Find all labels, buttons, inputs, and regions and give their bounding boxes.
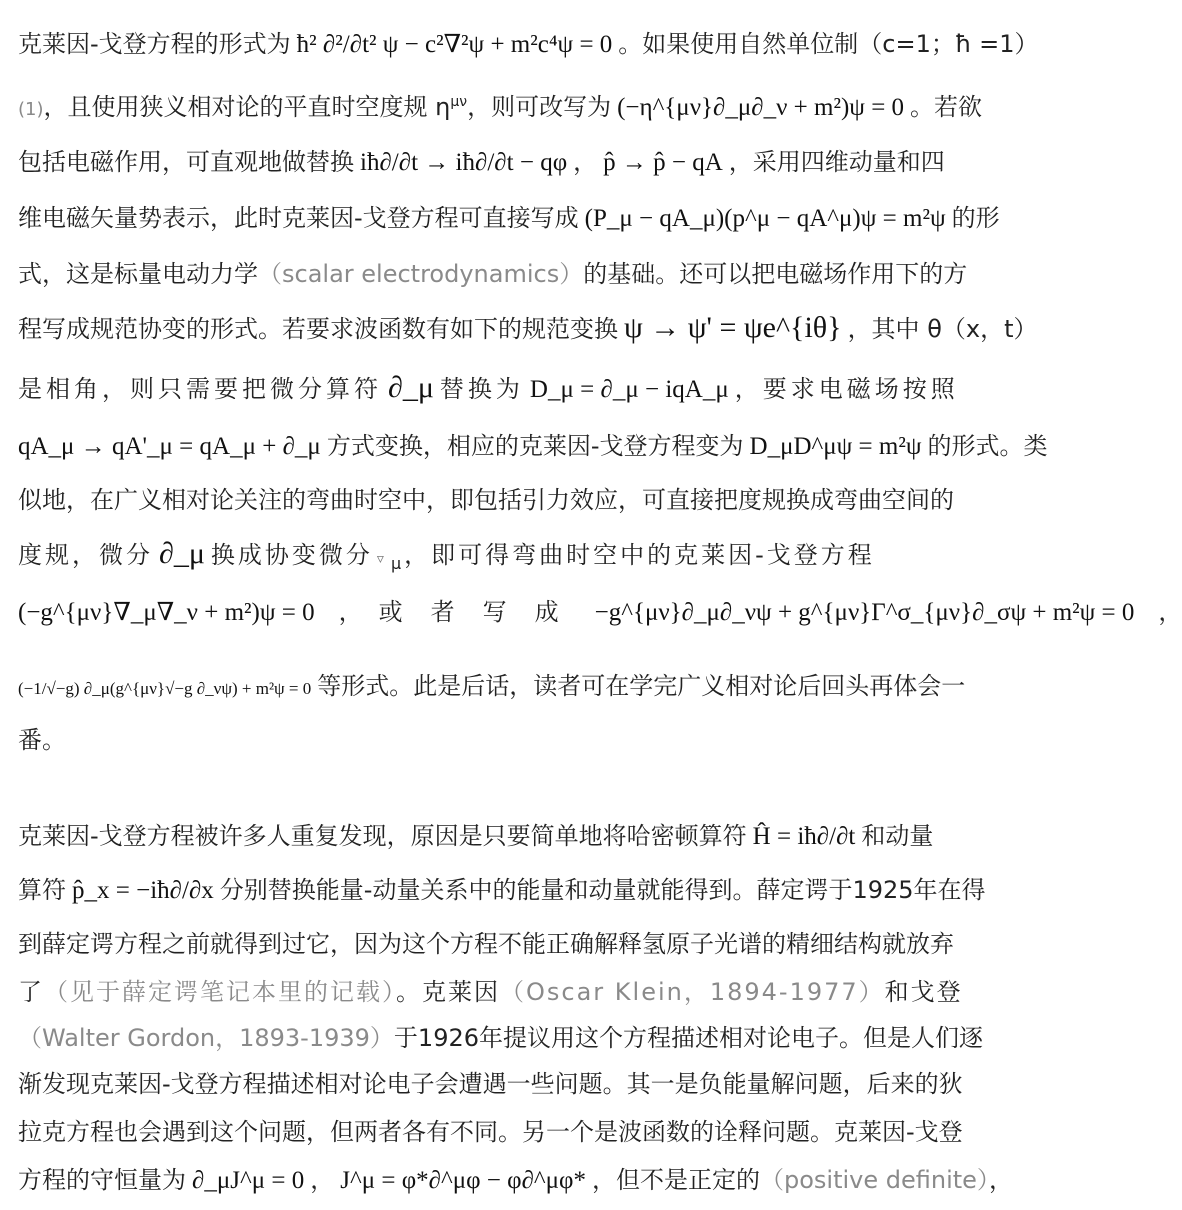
nabla-icon: ▿ [376, 551, 387, 567]
equation-gauge-transform: ψ → ψ' = ψe^{iθ} [624, 311, 842, 344]
symbol-partial: ∂_μ [388, 371, 434, 404]
symbol-partial-2: ∂_μ [159, 537, 205, 570]
equation-curved-kg: (−g^{μν}∇_μ∇_ν + m²)ψ = 0 [18, 599, 315, 626]
p2-line-1: 克莱因-戈登方程被许多人重复发现，原因是只要简单地将哈密顿算符 Ĥ = iħ∂/∂t 和动量 [18, 822, 934, 850]
equation-current: J^μ = φ*∂^μφ − φ∂^μφ* [340, 1167, 586, 1194]
p1-line-10: 度规，微分 ∂_μ 换成协变微分 ▿ $_\mu$，即可得弯曲时空中的克莱因-戈登方程 [18, 537, 875, 573]
equation-energy-sub: iħ∂/∂t → iħ∂/∂t − qφ [360, 149, 568, 176]
p1-line-1: 克莱因-戈登方程的形式为 ħ² ∂²/∂t² ψ − c²∇²ψ + m²c⁴ψ = 0 。如果使用自然单位制（c=1；ħ =1） [18, 30, 1039, 58]
equation-kg-form: ħ² ∂²/∂t² ψ − c²∇²ψ + m²c⁴ψ = 0 [296, 31, 613, 58]
p1-line-8: qA_μ → qA'_μ = qA_μ + ∂_μ 方式变换，相应的克莱因-戈登方程变为 D_μD^μψ = m²ψ 的形式。类 [18, 432, 1048, 460]
equation-laplace-beltrami: (−1/√−g) ∂_μ(g^{μν}√−g ∂_νψ) + m²ψ = 0 [18, 679, 312, 698]
p2-line-7: 拉克方程也会遇到这个问题，但两者各有不同。另一个是波函数的诠释问题。克莱因-戈登 [18, 1118, 963, 1146]
equation-covariant-derivative: D_μ = ∂_μ − iqA_μ [529, 376, 729, 403]
p2-line-4: 了（见于薛定谔笔记本里的记载）。克莱因（Oscar Klein，1894-1977）和戈登 [18, 978, 963, 1006]
p1-line-6: 程写成规范协变的形式。若要求波函数有如下的规范变换 ψ → ψ' = ψe^{iθ} ，其中 θ（x，t） [18, 311, 1038, 344]
reference-marker[interactable]: (1) [18, 99, 44, 120]
p2-line-8: 方程的守恒量为 ∂_μJ^μ = 0 ， J^μ = φ*∂^μφ − φ∂^μφ* ，但不是正定的（positive definite）， [18, 1166, 1013, 1194]
p1-line-11: (−g^{μν}∇_μ∇_ν + m²)ψ = 0 ， 或 者 写 成 −g^{μν}∂_μ∂_νψ + g^{μν}Γ^σ_{μν}∂_σψ + m²ψ = 0 ， [18, 598, 1182, 626]
p2-line-2: 算符 p̂_x = −iħ∂/∂x 分别替换能量-动量关系中的能量和动量就能得到。薛定谔于1925年在得 [18, 876, 986, 904]
equation-four-vector: (P_μ − qA_μ)(p^μ − qA^μ)ψ = m²ψ [584, 205, 946, 232]
p1-line-12: (−1/√−g) ∂_μ(g^{μν}√−g ∂_νψ) + m²ψ = 0 等形式。此是后话，读者可在学完广义相对论后回头再体会一 [18, 672, 966, 700]
equation-christoffel-form: −g^{μν}∂_μ∂_νψ + g^{μν}Γ^σ_{μν}∂_σψ + m²ψ = 0 [594, 599, 1135, 626]
equation-hamiltonian: Ĥ = iħ∂/∂t [752, 823, 856, 850]
equation-continuity: ∂_μJ^μ = 0 [192, 1167, 305, 1194]
p1-line-9: 似地，在广义相对论关注的弯曲时空中，即包括引力效应，可直接把度规换成弯曲空间的 [18, 486, 954, 514]
p1-line-13: 番。 [18, 726, 66, 754]
p1-line-3: 包括电磁作用，可直观地做替换 iħ∂/∂t → iħ∂/∂t − qφ ， p̂ → p̂ − qA ，采用四维动量和四 [18, 148, 945, 176]
p1-line-5: 式，这是标量电动力学（scalar electrodynamics）的基础。还可以把电磁场作用下的方 [18, 260, 968, 288]
p2-line-5: （Walter Gordon，1893-1939）于1926年提议用这个方程描述相对论电子。但是人们逐 [18, 1024, 983, 1052]
p2-line-6: 渐发现克莱因-戈登方程描述相对论电子会遭遇一些问题。其一是负能量解问题，后来的狄 [18, 1070, 963, 1098]
equation-momentum-sub: p̂ → p̂ − qA [603, 149, 723, 176]
p1-line-2: (1)，且使用狭义相对论的平直时空度规 $\eta^{\mu\nu}$，则可改写为 (−η^{μν}∂_μ∂_ν + m²)ψ = 0 。若欲 [18, 93, 983, 121]
equation-natural-units: (−η^{μν}∂_μ∂_ν + m²)ψ = 0 [617, 94, 905, 121]
equation-gauge-kg: D_μD^μψ = m²ψ [749, 433, 922, 460]
p1-line-4: 维电磁矢量势表示，此时克莱因-戈登方程可直接写成 (P_μ − qA_μ)(p^μ − qA^μ)ψ = m²ψ 的形 [18, 204, 1000, 232]
equation-momentum-operator: p̂_x = −iħ∂/∂x [72, 877, 214, 904]
p2-line-3: 到薛定谔方程之前就得到过它，因为这个方程不能正确解释氢原子光谱的精细结构就放弃 [18, 930, 954, 958]
equation-field-transform: qA_μ → qA'_μ = qA_μ + ∂_μ [18, 433, 321, 460]
p1-line-7: 是相角，则只需要把微分算符 ∂_μ 替换为 D_μ = ∂_μ − iqA_μ ，要求电磁场按照 [18, 371, 959, 404]
